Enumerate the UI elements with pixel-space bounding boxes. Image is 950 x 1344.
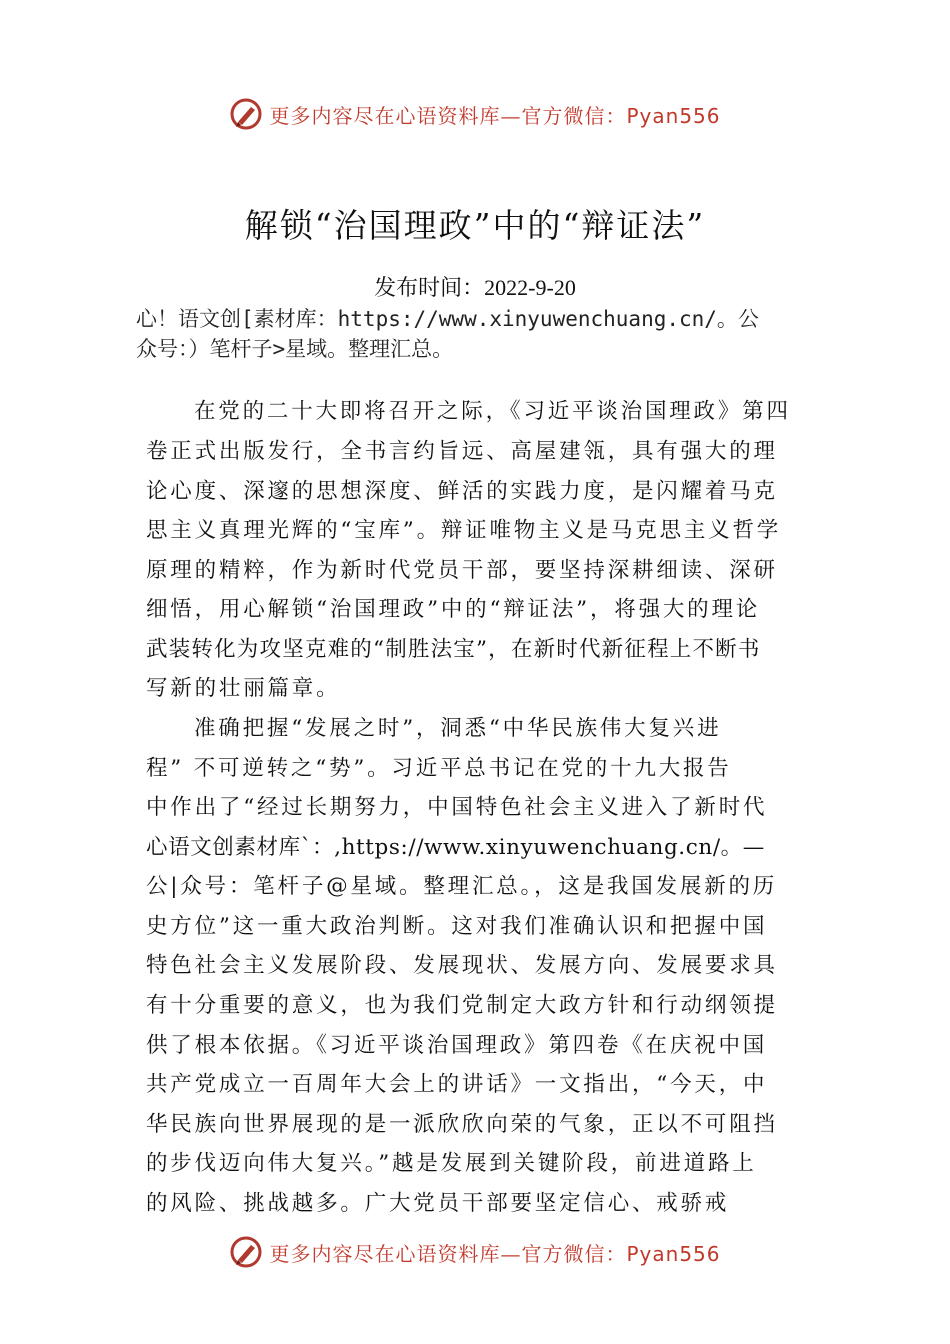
- body-line: 卷正式出版发行，全书言约旨远、高屋建瓴，具有强大的理: [146, 439, 778, 464]
- body-line: 供了根本依据。《习近平谈治国理政》第四卷《在庆祝中国: [146, 1033, 768, 1058]
- body-line: 原理的精粹，作为新时代党员干部，要坚持深耕细读、深研: [146, 558, 778, 583]
- body-line: 的风险、挑战越多。广大党员干部要坚定信心、戒骄戒: [146, 1191, 730, 1216]
- body-line: 有十分重要的意义，也为我们党制定大政方针和行动纲领提: [146, 993, 778, 1018]
- body-line: 程” 不可逆转之“势”。习近平总书记在党的十九大报告: [146, 756, 732, 781]
- body-line: 写新的壮丽篇章。: [146, 676, 341, 701]
- footer-banner-text: 更多内容尽在心语资料库—官方微信：: [269, 1241, 627, 1266]
- body-line: 论心度、深邃的思想深度、鲜活的实践力度，是闪耀着马克: [146, 479, 778, 504]
- body-line: 中作出了“经过长期努力，中国特色社会主义进入了新时代: [146, 795, 768, 820]
- body-line: 准确把握“发展之时”，洞悉“中华民族伟大复兴进: [194, 716, 722, 741]
- header-banner-text: 更多内容尽在心语资料库—官方微信：: [269, 103, 627, 128]
- source-watermark-line: 心！语文创[素材库：https://www.xinyuwenchuang.cn/。公: [136, 307, 759, 331]
- footer-banner: [0, 1232, 950, 1272]
- body-line: 的步伐迈向伟大复兴。”越是发展到关键阶段，前进道路上: [146, 1151, 757, 1176]
- body-line: 史方位”这一重大政治判断。这对我们准确认识和把握中国: [146, 914, 768, 939]
- article-title: 解锁“治国理政”中的“辩证法”: [244, 206, 706, 245]
- footer-wechat-id: Pyan556: [626, 1241, 721, 1266]
- publish-date-label: 发布时间：: [374, 276, 485, 301]
- publish-date-value: 2022-9-20: [484, 275, 576, 300]
- body-line: 细悟，用心解锁“治国理政”中的“辩证法”，将强大的理论: [146, 597, 761, 622]
- header-banner: [0, 94, 950, 134]
- header-wechat-id: Pyan556: [626, 103, 721, 128]
- pen-logo-icon: [229, 97, 263, 131]
- body-line: 思主义真理光辉的“宝库”。辩证唯物主义是马克思主义哲学: [146, 518, 782, 543]
- body-line: 武装转化为攻坚克难的“制胜法宝”，在新时代新征程上不断书: [146, 637, 761, 662]
- body-line: 心语文创素材库`：,https://www.xinyuwenchuang.cn/。—: [146, 835, 765, 860]
- pen-logo-icon: [229, 1235, 263, 1269]
- publish-date: [0, 271, 950, 302]
- body-line: 公|众号：笔杆子@星域。整理汇总。，这是我国发展新的历: [146, 874, 778, 899]
- body-line: 特色社会主义发展阶段、发展现状、发展方向、发展要求具: [146, 953, 778, 978]
- body-line: 在党的二十大即将召开之际，《习近平谈治国理政》第四: [194, 399, 791, 424]
- body-line: 华民族向世界展现的是一派欣欣向荣的气象，正以不可阻挡: [146, 1112, 778, 1137]
- source-watermark-line: 众号：）笔杆子>星域。整理汇总。: [136, 337, 454, 361]
- body-line: 共产党成立一百周年大会上的讲话》一文指出，“今天，中: [146, 1072, 768, 1097]
